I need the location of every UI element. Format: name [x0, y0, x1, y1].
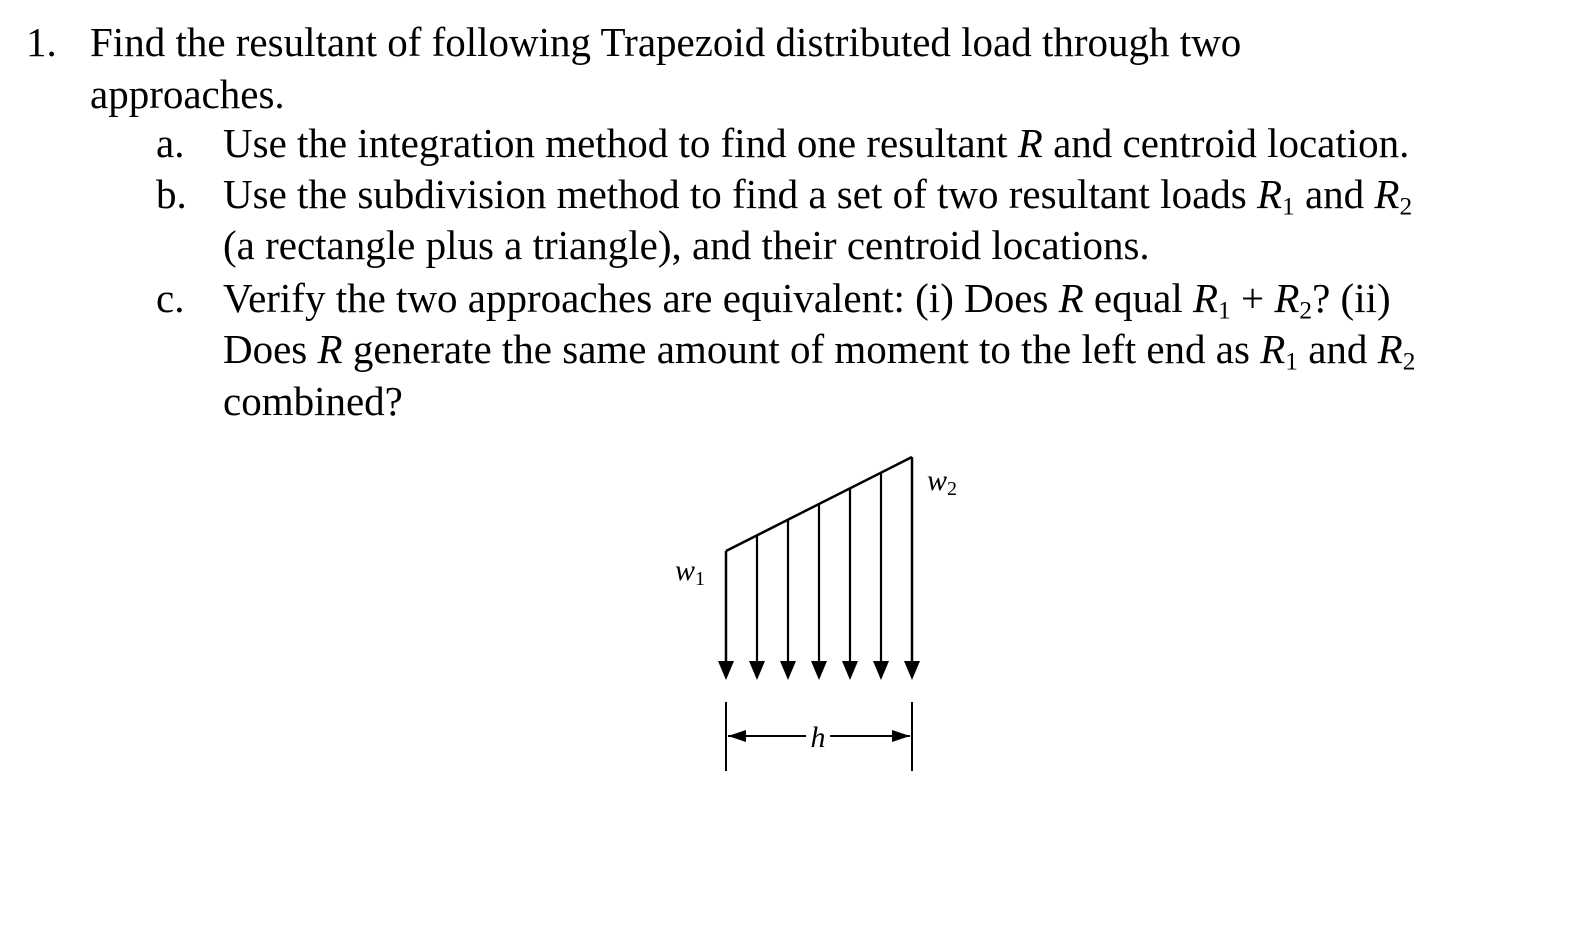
problem-text-line-2: approaches.: [90, 71, 285, 117]
part-c-label: c.: [156, 275, 185, 321]
dimension-arrowhead-left: [728, 730, 746, 742]
problem-text-line-1: Find the resultant of following Trapezoid distributed load through two: [90, 19, 1242, 65]
part-b-text-line-2: (a rectangle plus a triangle), and their centroid locations.: [223, 222, 1150, 268]
part-b-text-line-1: Use the subdivision method to find a set of two resultant loads $R_1$ and $R_2$: [223, 171, 1413, 221]
part-a-label: a.: [156, 120, 185, 166]
w2-label: w2: [927, 464, 958, 500]
load-arrows: [757, 473, 881, 667]
arrow-head: [780, 661, 796, 680]
w1-label: w1: [675, 554, 706, 590]
arrow-head: [904, 661, 920, 680]
arrow-head: [749, 661, 765, 680]
part-c-text-line-2: Does R generate the same amount of moment to the left end as $R_1$ and $R_2$: [223, 326, 1416, 376]
arrow-head: [811, 661, 827, 680]
problem-number: 1.: [26, 19, 57, 65]
arrow-head: [873, 661, 889, 680]
part-a-text: Use the integration method to find one resultant R and centroid location.: [223, 120, 1410, 166]
dimension-arrowhead-right: [892, 730, 910, 742]
part-c-text-line-3: combined?: [223, 378, 403, 424]
arrow-head: [718, 661, 734, 680]
part-b-label: b.: [156, 171, 187, 217]
part-c-text-line-1: Verify the two approaches are equivalent: (i) Does R equal $R_1 + R_2$? (ii): [223, 275, 1391, 325]
arrow-head: [842, 661, 858, 680]
arrow-heads: [718, 661, 920, 680]
h-label: h: [810, 721, 826, 754]
